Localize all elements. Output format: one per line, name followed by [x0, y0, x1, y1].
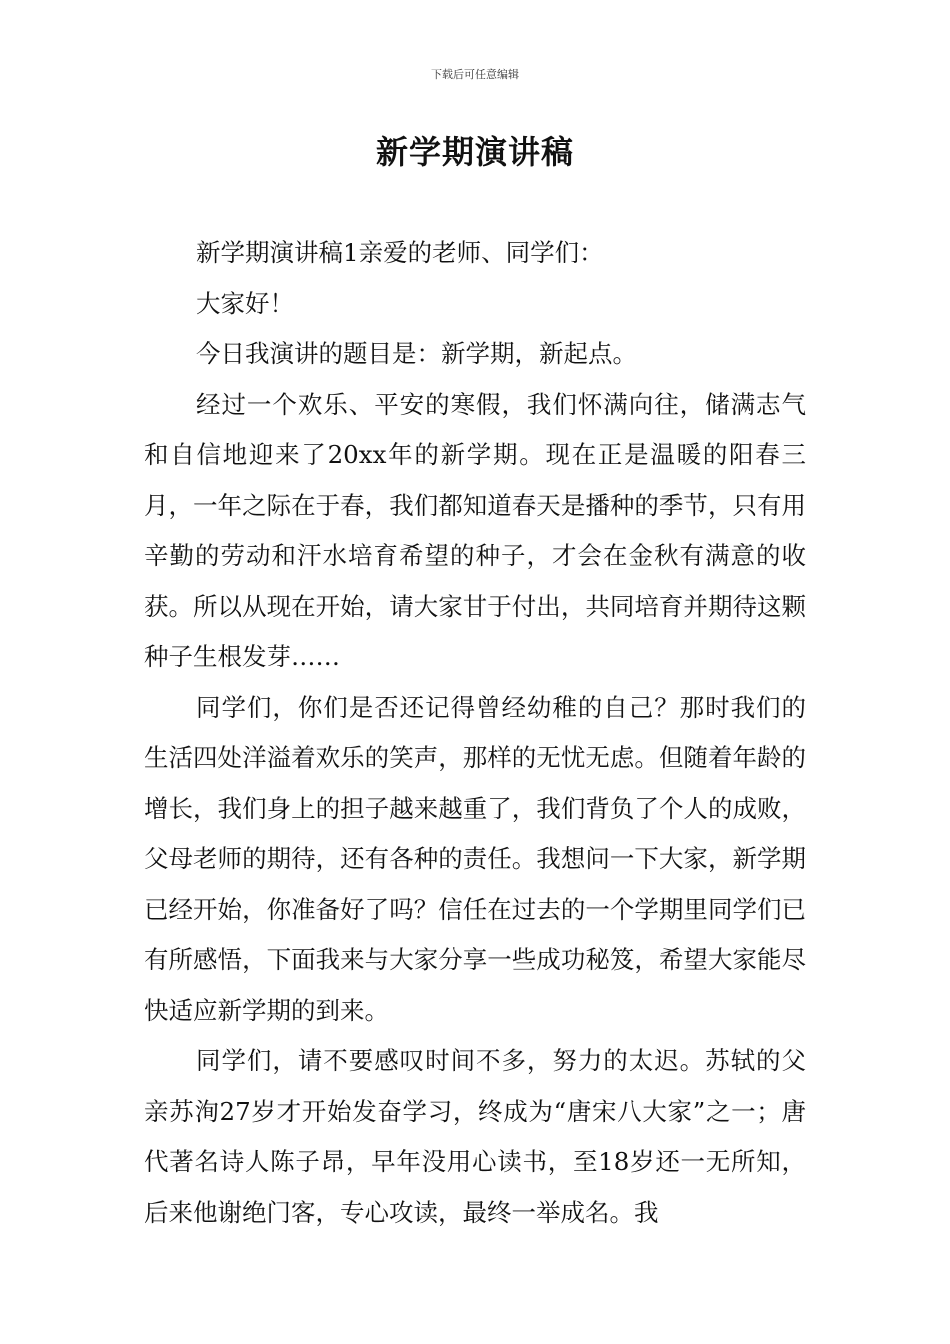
header-note: 下载后可任意编辑: [431, 68, 519, 81]
paragraph-hello: 大家好！: [196, 288, 294, 318]
document-title: 新学期演讲稿: [375, 133, 574, 171]
document-body: [144, 228, 806, 1238]
paragraph-examples: 同学们，请不要感叹时间不多，努力的太迟。苏轼的父亲苏洵27岁才开始发奋学习，终成为“唐宋八大家”之一；唐代著名诗人陈子昂，早年没用心读书，至18岁还一无所知，后来他谢绝门客，专心攻读，最终一举成名。我: [144, 1046, 806, 1227]
paragraph-topic: 今日我演讲的题目是：新学期，新起点。: [196, 339, 637, 368]
paragraph-spring: 经过一个欢乐、平安的寒假，我们怀满向往，储满志气和自信地迎来了20xx年的新学期。现在正是温暖的阳春三月，一年之际在于春，我们都知道春天是播种的季节，只有用辛勤的劳动和汗水培育希望的种子，才会在金秋有满意的收获。所以从现在开始，请大家甘于付出，共同培育并期待这颗种子生根发芽……: [144, 389, 806, 671]
paragraph-greeting-line: 新学期演讲稿1亲爱的老师、同学们：: [196, 238, 604, 267]
paragraph-childhood: 同学们，你们是否还记得曾经幼稚的自己？那时我们的生活四处洋溢着欢乐的笑声，那样的无忧无虑。但随着年龄的增长，我们身上的担子越来越重了，我们背负了个人的成败，父母老师的期待，还有各种的责任。我想问一下大家，新学期已经开始，你准备好了吗？信任在过去的一个学期里同学们已有所感悟，下面我来与大家分享一些成功秘笈，希望大家能尽快适应新学期的到来。: [144, 692, 806, 1025]
